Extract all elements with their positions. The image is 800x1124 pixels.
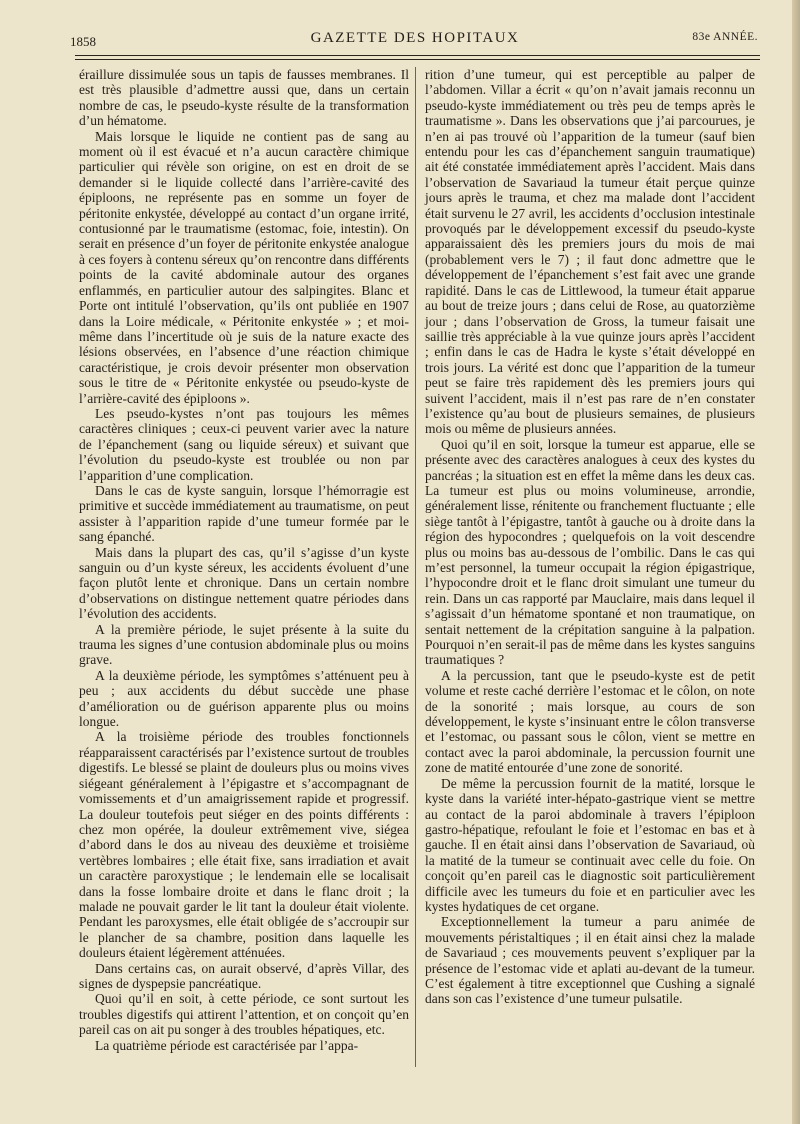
paragraph: Mais dans la plupart des cas, qu’il s’agisse d’un kyste sanguin ou d’un kyste séreux, les accidents évoluent d’une façon plutôt lente et chronique. Dans un certain nombre d’observations on distingue nettement quatre périodes dans l’évolution des accidents. <box>79 544 409 622</box>
paragraph: Quoi qu’il en soit, à cette période, ce sont surtout les troubles digestifs qui attirent l’attention, et on conçoit qu’en pareil cas on ait pu songer à des troubles hépatiques, etc. <box>79 991 409 1038</box>
paragraph: Les pseudo-kystes n’ont pas toujours les mêmes caractères cliniques ; ceux-ci peuvent varier avec la nature de l’épanchement (sang ou liquide séreux) et suivant que l’évolution du pseudo-kyste est troublée ou non par l’apparition d’une complication. <box>79 405 409 483</box>
paragraph: A la troisième période des troubles fonctionnels réapparaissent caractérisés par l’existence surtout de troubles digestifs. Le blessé se plaint de douleurs plus ou moins vives siégeant généralement à l’épigastre et s’accompagnant de vomissements et d’un amaigrissement rapide et progressif. La douleur toutefois peut siéger en des points différents : chez mon opérée, la douleur extrêmement vive, siégea d’abord dans le dos au niveau des deuxième et troisième vertèbres lombaires ; elle était fixe, sans irradiation et avait un caractère paroxystique ; le lendemain elle se localisait dans la fosse lombaire droite et dans le flanc droit ; la malade ne pouvait garder le lit tant la douleur était violente. Pendant les paroxysmes, elle était obligée de s’accroupir sur le plancher de sa chambre, position dans laquelle les douleurs étaient légèrement atténuées. <box>79 729 409 961</box>
right-column <box>425 67 755 1007</box>
page-edge <box>792 0 800 1124</box>
paragraph: La quatrième période est caractérisée par l’appa- <box>95 1037 359 1053</box>
page-header <box>70 26 760 48</box>
paragraph: Dans certains cas, on aurait observé, d’après Villar, des signes de dyspepsie pancréatique. <box>79 960 409 991</box>
paragraph: Quoi qu’il en soit, lorsque la tumeur est apparue, elle se présente avec des caractères analogues à ceux des kystes du pancréas ; la situation est en effet la même dans les deux cas. La tumeur est plus ou moins volumineuse, arrondie, généralement lisse, rénitente ou franchement fluctuante ; elle siège tantôt à l’épigastre, tantôt à gauche ou à droite dans la région des hypocondres ; quelquefois on la voit descendre plus ou moins bas au-dessous de l’ombilic. Dans le cas qui m’est personnel, la tumeur occupait la région épigastrique, l’hypocondre droit et le flanc droit simulant une tumeur du rein. Dans un cas rapporté par Mauclaire, mais dans lequel il s’agissait d’un hématome spontané et non traumatique, on sentait nettement de la crépitation sanguine à la palpation. Pourquoi n’en serait-il pas de même dans les kystes sanguins traumatiques ? <box>425 436 755 668</box>
paragraph: A la percussion, tant que le pseudo-kyste est de petit volume et reste caché derrière l’estomac et le côlon, on note de la sonorité ; mais lorsque, au cours de son développement, le kyste s’insinuant entre le côlon transverse et l’estomac, ou passant sous le côlon, vient se mettre en contact avec la paroi abdominale, la percussion fournit une zone de matité entourée d’une zone de sonorité. <box>425 667 755 776</box>
left-column <box>79 67 409 1053</box>
paragraph: éraillure dissimulée sous un tapis de fausses membranes. Il est très plausible d’admettre aussi que, dans un certain nombre de cas, le pseudo-kyste résulte de la transformation d’un hématome. <box>79 67 409 129</box>
paragraph: A la deuxième période, les symptômes s’atténuent peu à peu ; aux accidents du début succède une phase d’amélioration ou de guérison apparente plus ou moins longue. <box>79 667 409 730</box>
journal-title: GAZETTE DES HOPITAUX <box>310 30 520 46</box>
paragraph: A la première période, le sujet présente à la suite du trauma les signes d’une contusion abdominale plus ou moins grave. <box>79 621 409 668</box>
column-divider <box>415 67 416 1067</box>
paragraph: De même la percussion fournit de la matité, lorsque le kyste dans la variété inter-hépato-gastrique vient se mettre au contact de la paroi abdominale à travers l’épiploon gastro-hépatique, refoulant le foie et l’estomac en bas et à gauche. Il en était ainsi dans l’observation de Savariaud, où la matité de la tumeur se continuait avec celle du foie. On conçoit qu’en pareil cas le diagnostic soit particulièrement difficile avec les tumeurs du foie et en particulier avec les kystes hydatiques de cet organe. <box>425 775 755 914</box>
paragraph: Dans le cas de kyste sanguin, lorsque l’hémorragie est primitive et succède immédiatement au traumatisme, on peut assister à l’apparition rapide d’une tumeur formée par le sang épanché. <box>79 482 409 545</box>
paragraph: rition d’une tumeur, qui est perceptible au palper de l’abdomen. Villar a écrit « qu’on n’avait jamais reconnu un pseudo-kyste immédiatement ou très peu de temps après le traumatisme ». Dans les observations que j’ai parcourues, je n’en ai pas trouvé où l’apparition de la tumeur (sauf bien entendu pour les cas d’épanchement sanguin traumatique) ait été constatée immédiatement après l’accident. Mais dans l’observation de Savariaud la tumeur était perçue quinze jours après le trauma, et chez ma malade dont l’accident était survenu le 27 avril, les accidents d’occlusion intestinale provoqués par le développement excessif du pseudo-kyste apparaissaient dès les premiers jours du mois de mai (probablement vers le 7) ; il faut donc admettre que le développement de l’épanchement s’est fait avec une grande rapidité. Dans le cas de Littlewood, la tumeur était apparue au bout de treize jours ; dans celui de Rose, au quatorzième jour ; dans l’observation de Gross, la tumeur faisait une saillie très appréciable à la vue quinze jours après l’accident ; enfin dans le cas de Hadra le kyste s’était développé en trois jours. La vérité est donc que l’apparition de la tumeur peut se faire très rapidement dès les premiers jours qui suivent l’accident, mais il n’est pas rare de n’en constater l’existence qu’au bout de plusieurs semaines, de plusieurs mois ou même de plusieurs années. <box>425 67 755 437</box>
header-rule-bottom <box>75 59 760 60</box>
paragraph: Exceptionnellement la tumeur a paru animée de mouvements péristaltiques ; il en était ainsi chez la malade de Savariaud ; ces mouvements peuvent s’expliquer par la présence de l’estomac vide et aplati au-devant de la tumeur. C’est également à titre exceptionnel que Cushing a signalé dans son cas l’existence d’une tumeur pulsatile. <box>425 914 755 1007</box>
header-rule-top <box>75 55 760 56</box>
issue-year: 83e ANNÉE. <box>692 31 758 43</box>
paragraph: Mais lorsque le liquide ne contient pas de sang au moment où il est évacué et n’a aucun caractère chimique particulier qui révèle son origine, on est en droit de se demander si le liquide collecté dans l’arrière-cavité des épiploons, ne représente pas en somme un foyer de péritonite enkystée, développé au contact d’un organe irrité, contusionné par le traumatisme (estomac, foie, intestin). On serait en présence d’un foyer de péritonite enkystée analogue à ces foyers à contenu séreux qu’on rencontre dans différents points de la cavité abdominale autour des organes enflammés, en particulier autour des salpingites. Blanc et Porte ont intitulé l’observation, qu’ils ont publiée en 1907 dans la Loire médicale, « Péritonite enkystée » ; et moi-même dans l’incertitude où je suis de la nature exacte des lésions observées, en l’absence d’une réaction chimique caractéristique, je crois devoir présenter mon observation sous le titre de « Péritonite enkystée ou pseudo-kyste de l’arrière-cavité des épiploons ». <box>79 128 409 406</box>
page-number: 1858 <box>70 34 96 49</box>
